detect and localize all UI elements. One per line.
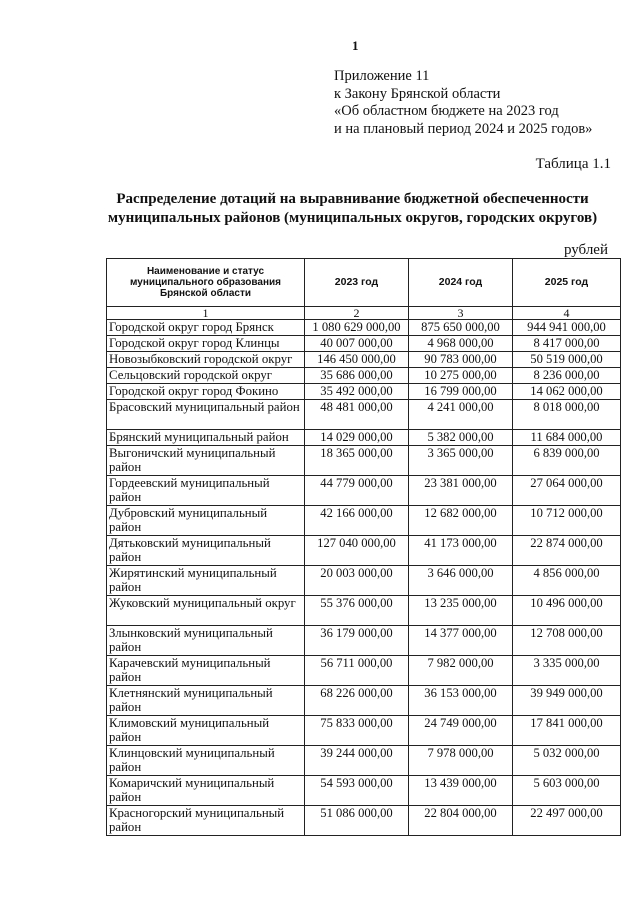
column-number: 3 (409, 307, 513, 320)
row-2025-cell: 14 062 000,00 (513, 384, 621, 400)
row-2023-cell: 40 007 000,00 (305, 336, 409, 352)
table-row (107, 746, 621, 776)
row-2023-cell: 54 593 000,00 (305, 776, 409, 806)
row-2023-cell: 35 492 000,00 (305, 384, 409, 400)
row-name-cell: Злынковский муниципальный район (107, 626, 305, 656)
subsidies-table (106, 258, 621, 836)
row-2024-cell: 12 682 000,00 (409, 506, 513, 536)
row-2025-cell: 8 018 000,00 (513, 400, 621, 430)
row-2023-cell: 75 833 000,00 (305, 716, 409, 746)
document-title (80, 190, 625, 228)
row-2024-cell: 16 799 000,00 (409, 384, 513, 400)
row-2024-cell: 14 377 000,00 (409, 626, 513, 656)
row-name-cell: Брянский муниципальный район (107, 430, 305, 446)
row-2023-cell: 39 244 000,00 (305, 746, 409, 776)
row-name-cell: Комаричский муниципальный район (107, 776, 305, 806)
page-number: 1 (352, 38, 359, 53)
appendix-header (334, 68, 592, 138)
table-row (107, 368, 621, 384)
row-2025-cell: 6 839 000,00 (513, 446, 621, 476)
row-2025-cell: 12 708 000,00 (513, 626, 621, 656)
row-name-cell: Выгоничский муниципальный район (107, 446, 305, 476)
table-row (107, 596, 621, 626)
row-2023-cell: 55 376 000,00 (305, 596, 409, 626)
appendix-line-3: «Об областном бюджете на 2023 год (334, 103, 559, 119)
row-2024-cell: 3 646 000,00 (409, 566, 513, 596)
row-2024-cell: 23 381 000,00 (409, 476, 513, 506)
row-2024-cell: 22 804 000,00 (409, 806, 513, 836)
row-name-cell: Гордеевский муниципальный район (107, 476, 305, 506)
row-2024-cell: 875 650 000,00 (409, 320, 513, 336)
row-2025-cell: 5 603 000,00 (513, 776, 621, 806)
row-2023-cell: 44 779 000,00 (305, 476, 409, 506)
table-row (107, 626, 621, 656)
column-number: 1 (107, 307, 305, 320)
row-2025-cell: 11 684 000,00 (513, 430, 621, 446)
row-name-cell: Жуковский муниципальный округ (107, 596, 305, 626)
table-row (107, 352, 621, 368)
table-body (107, 320, 621, 836)
row-2024-cell: 24 749 000,00 (409, 716, 513, 746)
row-name-cell: Красногорский муниципальный район (107, 806, 305, 836)
row-2025-cell: 22 874 000,00 (513, 536, 621, 566)
row-name-cell: Жирятинский муниципальный район (107, 566, 305, 596)
table-label: Таблица 1.1 (535, 156, 611, 172)
table-row (107, 476, 621, 506)
row-2025-cell: 4 856 000,00 (513, 566, 621, 596)
row-name-cell: Городской округ город Фокино (107, 384, 305, 400)
table-row (107, 320, 621, 336)
table-row (107, 506, 621, 536)
table-row (107, 430, 621, 446)
row-2025-cell: 10 496 000,00 (513, 596, 621, 626)
row-2024-cell: 5 382 000,00 (409, 430, 513, 446)
row-2025-cell: 50 519 000,00 (513, 352, 621, 368)
row-2023-cell: 42 166 000,00 (305, 506, 409, 536)
row-2023-cell: 20 003 000,00 (305, 566, 409, 596)
row-2024-cell: 13 439 000,00 (409, 776, 513, 806)
row-2023-cell: 51 086 000,00 (305, 806, 409, 836)
row-2024-cell: 4 968 000,00 (409, 336, 513, 352)
row-2025-cell: 3 335 000,00 (513, 656, 621, 686)
row-2023-cell: 36 179 000,00 (305, 626, 409, 656)
table-row (107, 716, 621, 746)
appendix-line-2: к Закону Брянской области (334, 85, 501, 102)
row-2024-cell: 4 241 000,00 (409, 400, 513, 430)
table-row (107, 806, 621, 836)
title-line-2: муниципальных районов (муниципальных округов, городских округов) (107, 210, 598, 226)
appendix-line-4: и на плановый период 2024 и 2025 годов» (334, 120, 593, 137)
row-2025-cell: 22 497 000,00 (513, 806, 621, 836)
row-2024-cell: 13 235 000,00 (409, 596, 513, 626)
table-row (107, 536, 621, 566)
column-number: 4 (513, 307, 621, 320)
row-2023-cell: 127 040 000,00 (305, 536, 409, 566)
row-2025-cell: 5 032 000,00 (513, 746, 621, 776)
row-name-cell: Дятьковский муниципальный район (107, 536, 305, 566)
table-row (107, 566, 621, 596)
row-2023-cell: 35 686 000,00 (305, 368, 409, 384)
row-2023-cell: 68 226 000,00 (305, 686, 409, 716)
row-name-cell: Городской округ город Брянск (107, 320, 305, 336)
units-label: рублей (563, 242, 608, 258)
row-name-cell: Климовский муниципальный район (107, 716, 305, 746)
row-2024-cell: 10 275 000,00 (409, 368, 513, 384)
table-row (107, 686, 621, 716)
row-name-cell: Клинцовский муниципальный район (107, 746, 305, 776)
row-name-cell: Карачевский муниципальный район (107, 656, 305, 686)
table-row (107, 384, 621, 400)
row-2025-cell: 8 417 000,00 (513, 336, 621, 352)
row-2024-cell: 41 173 000,00 (409, 536, 513, 566)
row-2025-cell: 17 841 000,00 (513, 716, 621, 746)
row-2023-cell: 56 711 000,00 (305, 656, 409, 686)
header-2024: 2024 год (409, 259, 513, 307)
row-2023-cell: 1 080 629 000,00 (305, 320, 409, 336)
table-header-row (107, 259, 621, 307)
row-2025-cell: 944 941 000,00 (513, 320, 621, 336)
row-name-cell: Клетнянский муниципальный район (107, 686, 305, 716)
row-name-cell: Брасовский муниципальный район (107, 400, 305, 430)
row-2024-cell: 90 783 000,00 (409, 352, 513, 368)
row-2025-cell: 10 712 000,00 (513, 506, 621, 536)
table-row (107, 336, 621, 352)
row-2024-cell: 36 153 000,00 (409, 686, 513, 716)
row-2025-cell: 8 236 000,00 (513, 368, 621, 384)
table-row (107, 776, 621, 806)
row-name-cell: Дубровский муниципальный район (107, 506, 305, 536)
row-2023-cell: 146 450 000,00 (305, 352, 409, 368)
row-2023-cell: 48 481 000,00 (305, 400, 409, 430)
row-2023-cell: 14 029 000,00 (305, 430, 409, 446)
appendix-line-1: Приложение 11 (334, 68, 430, 84)
table-row (107, 446, 621, 476)
row-name-cell: Новозыбковский городской округ (107, 352, 305, 368)
row-2024-cell: 7 982 000,00 (409, 656, 513, 686)
row-name-cell: Городской округ город Клинцы (107, 336, 305, 352)
row-2025-cell: 39 949 000,00 (513, 686, 621, 716)
row-2024-cell: 7 978 000,00 (409, 746, 513, 776)
header-name: Наименование и статус муниципального образования Брянской области (107, 259, 305, 307)
row-2023-cell: 18 365 000,00 (305, 446, 409, 476)
title-line-1: Распределение дотаций на выравнивание бюджетной обеспеченности (116, 191, 589, 207)
column-number-row (107, 307, 621, 320)
row-name-cell: Сельцовский городской округ (107, 368, 305, 384)
table-row (107, 400, 621, 430)
row-2025-cell: 27 064 000,00 (513, 476, 621, 506)
header-2023: 2023 год (305, 259, 409, 307)
header-2025: 2025 год (513, 259, 621, 307)
row-2024-cell: 3 365 000,00 (409, 446, 513, 476)
column-number: 2 (305, 307, 409, 320)
table-row (107, 656, 621, 686)
